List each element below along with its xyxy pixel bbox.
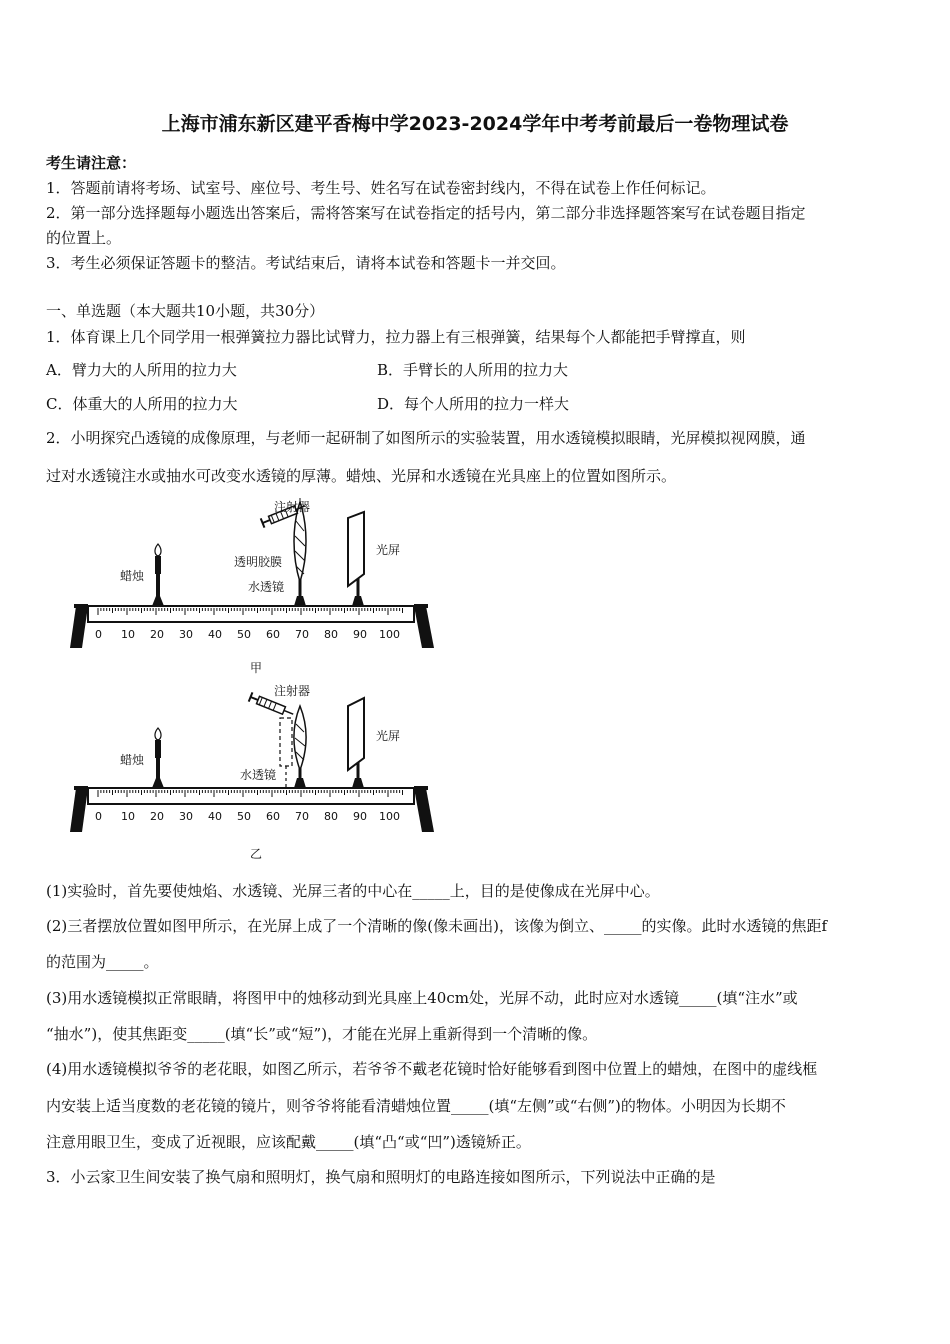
label-screen: 光屏 xyxy=(376,543,401,557)
figure-caption-a: 甲 xyxy=(250,661,263,675)
notice-item-2: 2．第一部分选择题每小题选出答案后，需将答案写在试卷指定的括号内，第二部分非选择题答案写在试卷题目指定 xyxy=(46,204,806,222)
q2-sub4-line3: 注意用眼卫生，变成了近视眼，应该配戴_____(填“凸“或“凹”)透镜矫正。 xyxy=(46,1133,531,1151)
scale-label: 50 xyxy=(237,810,251,823)
scale-label: 100 xyxy=(379,628,400,641)
scale-label: 0 xyxy=(95,810,102,823)
q2-stem-line1: 2．小明探究凸透镜的成像原理，与老师一起研制了如图所示的实验装置，用水透镜模拟眼睛，光屏模拟视网膜，通 xyxy=(46,429,806,447)
label-candle: 蜡烛 xyxy=(120,569,145,583)
scale-label: 80 xyxy=(324,810,338,823)
label-candle: 蜡烛 xyxy=(120,753,145,767)
q2-sub3-line2: “抽水”)，使其焦距变_____(填“长”或“短”)，才能在光屏上重新得到一个清晰的像。 xyxy=(46,1025,598,1043)
candle xyxy=(155,556,161,574)
notice-item-1: 1．答题前请将考场、试室号、座位号、考生号、姓名写在试卷密封线内，不得在试卷上作任何标记。 xyxy=(46,179,716,197)
scale-label: 80 xyxy=(324,628,338,641)
scale-label: 40 xyxy=(208,810,222,823)
scale-label: 60 xyxy=(266,628,280,641)
light-screen xyxy=(348,512,364,586)
q2-sub2-line2: 的范围为_____。 xyxy=(46,953,159,971)
q2-stem-line2: 过对水透镜注水或抽水可改变水透镜的厚薄。蜡烛、光屏和水透镜在光具座上的位置如图所示。 xyxy=(46,467,677,485)
q2-sub4-line1: (4)用水透镜模拟爷爷的老花眼，如图乙所示，若爷爷不戴老花镜时恰好能够看到图中位置上的蜡烛，在图中的虚线框 xyxy=(46,1060,818,1078)
q2-sub1: (1)实验时，首先要使烛焰、水透镜、光屏三者的中心在_____上，目的是使像成在光屏中心。 xyxy=(46,882,660,900)
scale-label: 50 xyxy=(237,628,251,641)
notice-item-3: 3．考生必须保证答题卡的整洁。考试结束后，请将本试卷和答题卡一并交回。 xyxy=(46,254,566,272)
figure-optical-bench-a xyxy=(60,496,450,680)
candle-flame xyxy=(155,728,161,740)
q1-option-d: D．每个人所用的拉力一样大 xyxy=(377,395,570,413)
scale-label: 90 xyxy=(353,628,367,641)
dashed-lens-frame xyxy=(280,718,292,766)
q1-option-b: B．手臂长的人所用的拉力大 xyxy=(377,361,569,379)
q3-stem: 3．小云家卫生间安装了换气扇和照明灯，换气扇和照明灯的电路连接如图所示，下列说法中正确的是 xyxy=(46,1168,716,1186)
notice-heading: 考生请注意： xyxy=(46,154,137,172)
scale-label: 10 xyxy=(121,810,135,823)
scale-label: 30 xyxy=(179,628,193,641)
scale-label: 70 xyxy=(295,628,309,641)
label-screen: 光屏 xyxy=(376,729,401,743)
q2-sub2-line1: (2)三者摆放位置如图甲所示，在光屏上成了一个清晰的像(像未画出)，该像为倒立、_____的实像。此时水透镜的焦距f xyxy=(46,917,828,935)
scale-label: 40 xyxy=(208,628,222,641)
light-screen xyxy=(348,698,364,770)
scale-label: 60 xyxy=(266,810,280,823)
page-title: 上海市浦东新区建平香梅中学2023-2024学年中考考前最后一卷物理试卷 xyxy=(161,113,789,135)
scale-label: 0 xyxy=(95,628,102,641)
q2-sub3-line1: (3)用水透镜模拟正常眼睛，将图甲中的烛移动到光具座上40cm处，光屏不动，此时应对水透镜_____(填“注水”或 xyxy=(46,989,798,1007)
q2-sub4-line2: 内安装上适当度数的老花镜的镜片，则爷爷将能看清蜡烛位置_____(填“左侧”或“右侧”)的物体。小明因为长期不 xyxy=(46,1097,786,1115)
scale-label: 20 xyxy=(150,810,164,823)
notice-item-2-cont: 的位置上。 xyxy=(46,229,122,247)
scale-label: 90 xyxy=(353,810,367,823)
figure-optical-bench-b xyxy=(60,682,450,866)
label-lens: 水透镜 xyxy=(240,768,277,782)
scale-label: 100 xyxy=(379,810,400,823)
label-syringe: 注射器 xyxy=(274,500,311,514)
label-syringe: 注射器 xyxy=(274,684,311,698)
section-heading: 一、单选题（本大题共10小题，共30分） xyxy=(46,302,325,320)
label-membrane: 透明胶膜 xyxy=(234,555,283,569)
candle xyxy=(155,740,161,758)
scale-label: 70 xyxy=(295,810,309,823)
scale-label: 10 xyxy=(121,628,135,641)
candle-flame xyxy=(155,544,161,556)
scale-label: 30 xyxy=(179,810,193,823)
scale-label: 20 xyxy=(150,628,164,641)
figure-caption-b: 乙 xyxy=(250,847,263,861)
q1-option-a: A．臂力大的人所用的拉力大 xyxy=(46,361,237,379)
label-lens: 水透镜 xyxy=(248,580,285,594)
q1-option-c: C．体重大的人所用的拉力大 xyxy=(46,395,238,413)
q1-stem: 1．体育课上几个同学用一根弹簧拉力器比试臂力，拉力器上有三根弹簧，结果每个人都能把手臂撑直，则 xyxy=(46,328,746,346)
